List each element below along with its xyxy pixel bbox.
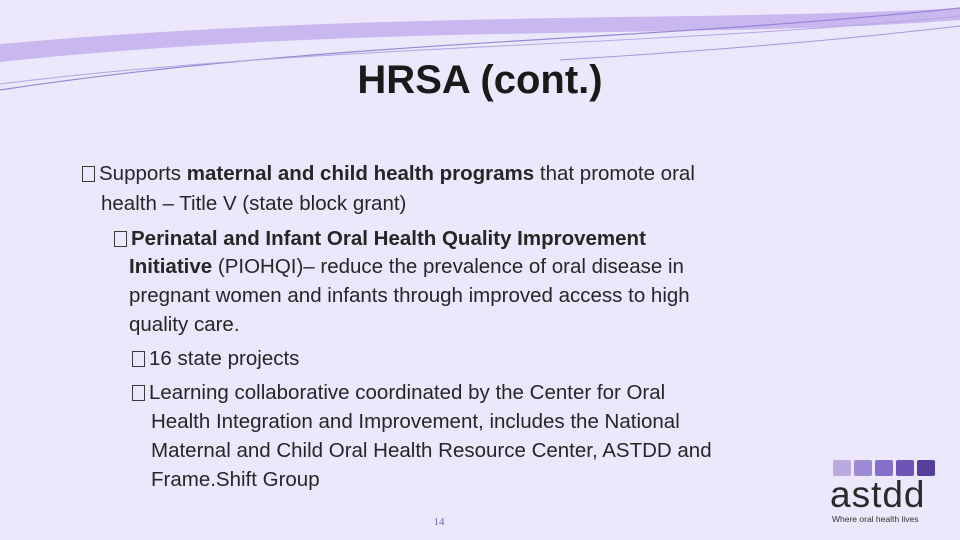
text-run: that promote oral bbox=[534, 162, 695, 185]
bullet-line-supports-cont: health – Title V (state block grant) bbox=[101, 192, 407, 215]
page-number: 14 bbox=[433, 516, 445, 528]
bold-text-run: maternal and child health programs bbox=[186, 162, 535, 185]
sub-sub-bullet-line-collaborative bbox=[132, 381, 665, 405]
logo-tagline: Where oral health lives bbox=[832, 514, 919, 524]
sub-sub-bullet-line-projects bbox=[132, 347, 299, 371]
sub-bullet-line-piohqi-cont: quality care. bbox=[129, 313, 240, 336]
bold-text-run: Perinatal and Infant Oral Health Quality Improvement bbox=[131, 227, 646, 250]
bullet-line-supports bbox=[82, 162, 695, 186]
sub-sub-bullet-line-collaborative-cont: Health Integration and Improvement, includes the National bbox=[151, 410, 680, 433]
bullet-box-icon bbox=[82, 166, 95, 182]
sub-sub-bullet-line-collaborative-cont: Maternal and Child Oral Health Resource Center, ASTDD and bbox=[151, 439, 712, 462]
sub-bullet-line-piohqi bbox=[114, 227, 646, 251]
sub-sub-bullet-line-collaborative-cont: Frame.Shift Group bbox=[151, 468, 320, 491]
logo-wordmark: astdd bbox=[830, 474, 926, 515]
sub-bullet-line-piohqi-cont: pregnant women and infants through improved access to high bbox=[129, 284, 690, 307]
bullet-box-icon bbox=[132, 385, 145, 401]
text-run: 16 state projects bbox=[149, 347, 300, 370]
slide-title: HRSA (cont.) bbox=[357, 58, 603, 102]
bold-text-run: Initiative bbox=[129, 255, 213, 278]
sub-bullet-line-piohqi-cont bbox=[129, 255, 684, 279]
text-run: Learning collaborative coordinated by the Center for Oral bbox=[149, 381, 666, 404]
bullet-box-icon bbox=[114, 231, 127, 247]
text-run: (PIOHQI)– reduce the prevalence of oral disease in bbox=[212, 255, 684, 278]
astdd-logo bbox=[830, 460, 940, 526]
text-run: Supports bbox=[99, 162, 187, 185]
bullet-box-icon bbox=[132, 351, 145, 367]
